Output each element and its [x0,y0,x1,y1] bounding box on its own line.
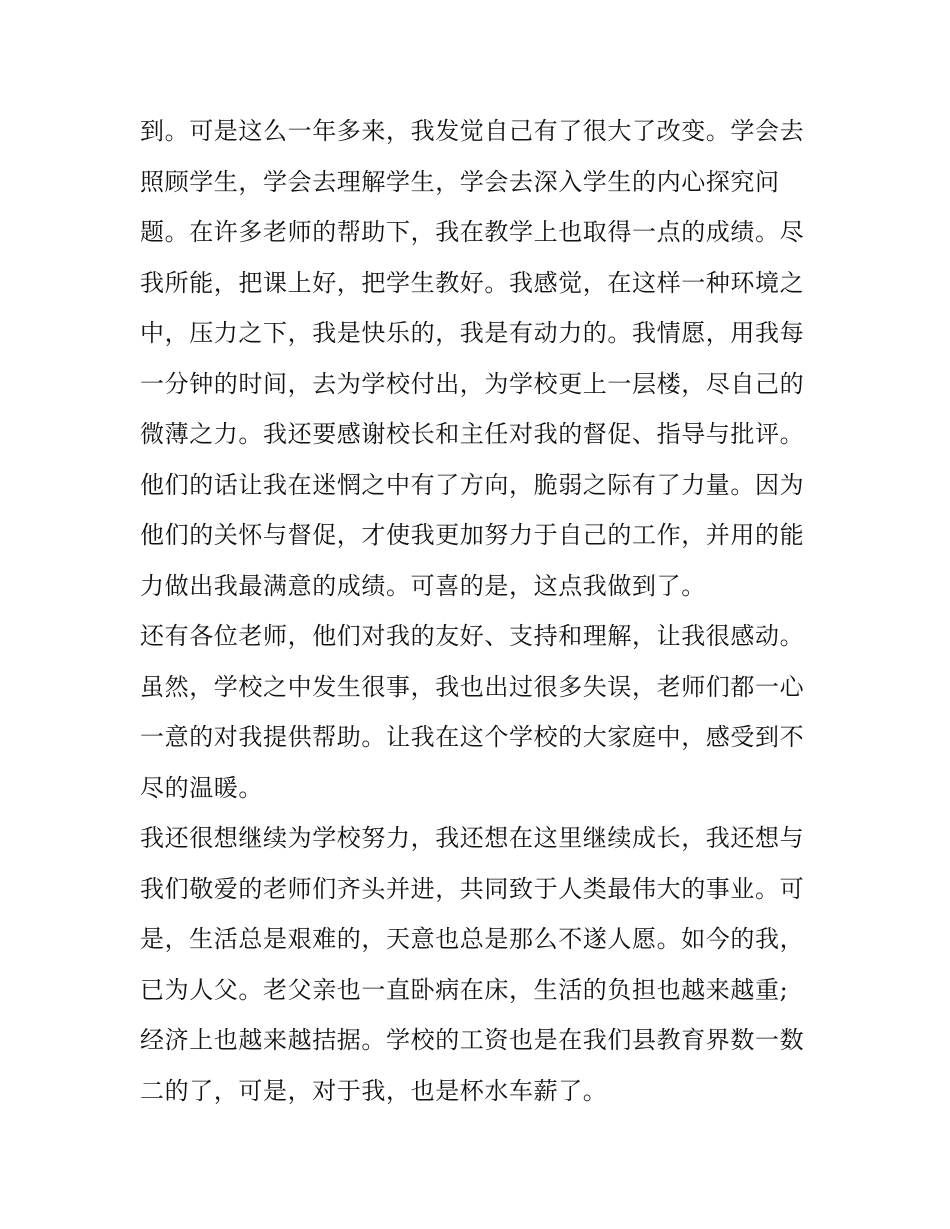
text-line: 我所能，把课上好，把学生教好。我感觉，在这样一种环境之 [140,268,805,297]
text-line: 我还很想继续为学校努力，我还想在这里继续成长，我还想与 [140,824,805,852]
text-line: 二的了，可是，对于我，也是杯水车薪了。 [140,1076,608,1105]
text-line: 力做出我最满意的成绩。可喜的是，这点我做到了。 [140,571,706,600]
text-line: 照顾学生，学会去理解学生，学会去深入学生的内心探究问 [140,167,780,196]
text-line: 一意的对我提供帮助。让我在这个学校的大家庭中，感受到不 [140,723,805,751]
text-line: 我们敬爱的老师们齐头并进，共同致于人类最伟大的事业。可 [140,874,805,903]
body-text [140,106,820,1116]
text-line: 虽然，学校之中发生很事，我也出过很多失误，老师们都一心 [140,672,805,701]
text-line: 微薄之力。我还要感谢校长和主任对我的督促、指导与批评。 [140,420,805,448]
text-line: 中，压力之下，我是快乐的，我是有动力的。我情愿，用我每 [140,319,805,347]
text-line: 他们的话让我在迷惘之中有了方向，脆弱之际有了力量。因为 [140,470,805,499]
text-line: 尽的温暖。 [140,773,263,802]
text-line: 他们的关怀与督促，才使我更加努力于自己的工作，并用的能 [140,521,805,549]
text-line: 题。在许多老师的帮助下，我在教学上也取得一点的成绩。尽 [140,218,805,246]
text-line: 已为人父。老父亲也一直卧病在床，生活的负担也越来越重; [140,975,789,1004]
text-line: 还有各位老师，他们对我的友好、支持和理解，让我很感动。 [140,622,805,650]
text-line: 是，生活总是艰难的，天意也总是那么不遂人愿。如今的我， [140,925,805,953]
text-line: 一分钟的时间，去为学校付出，为学校更上一层楼，尽自己的 [140,369,805,398]
text-line: 到。可是这么一年多来，我发觉自己有了很大了改变。学会去 [140,117,805,145]
text-line: 经济上也越来越拮据。学校的工资也是在我们县教育界数一数 [140,1026,805,1054]
